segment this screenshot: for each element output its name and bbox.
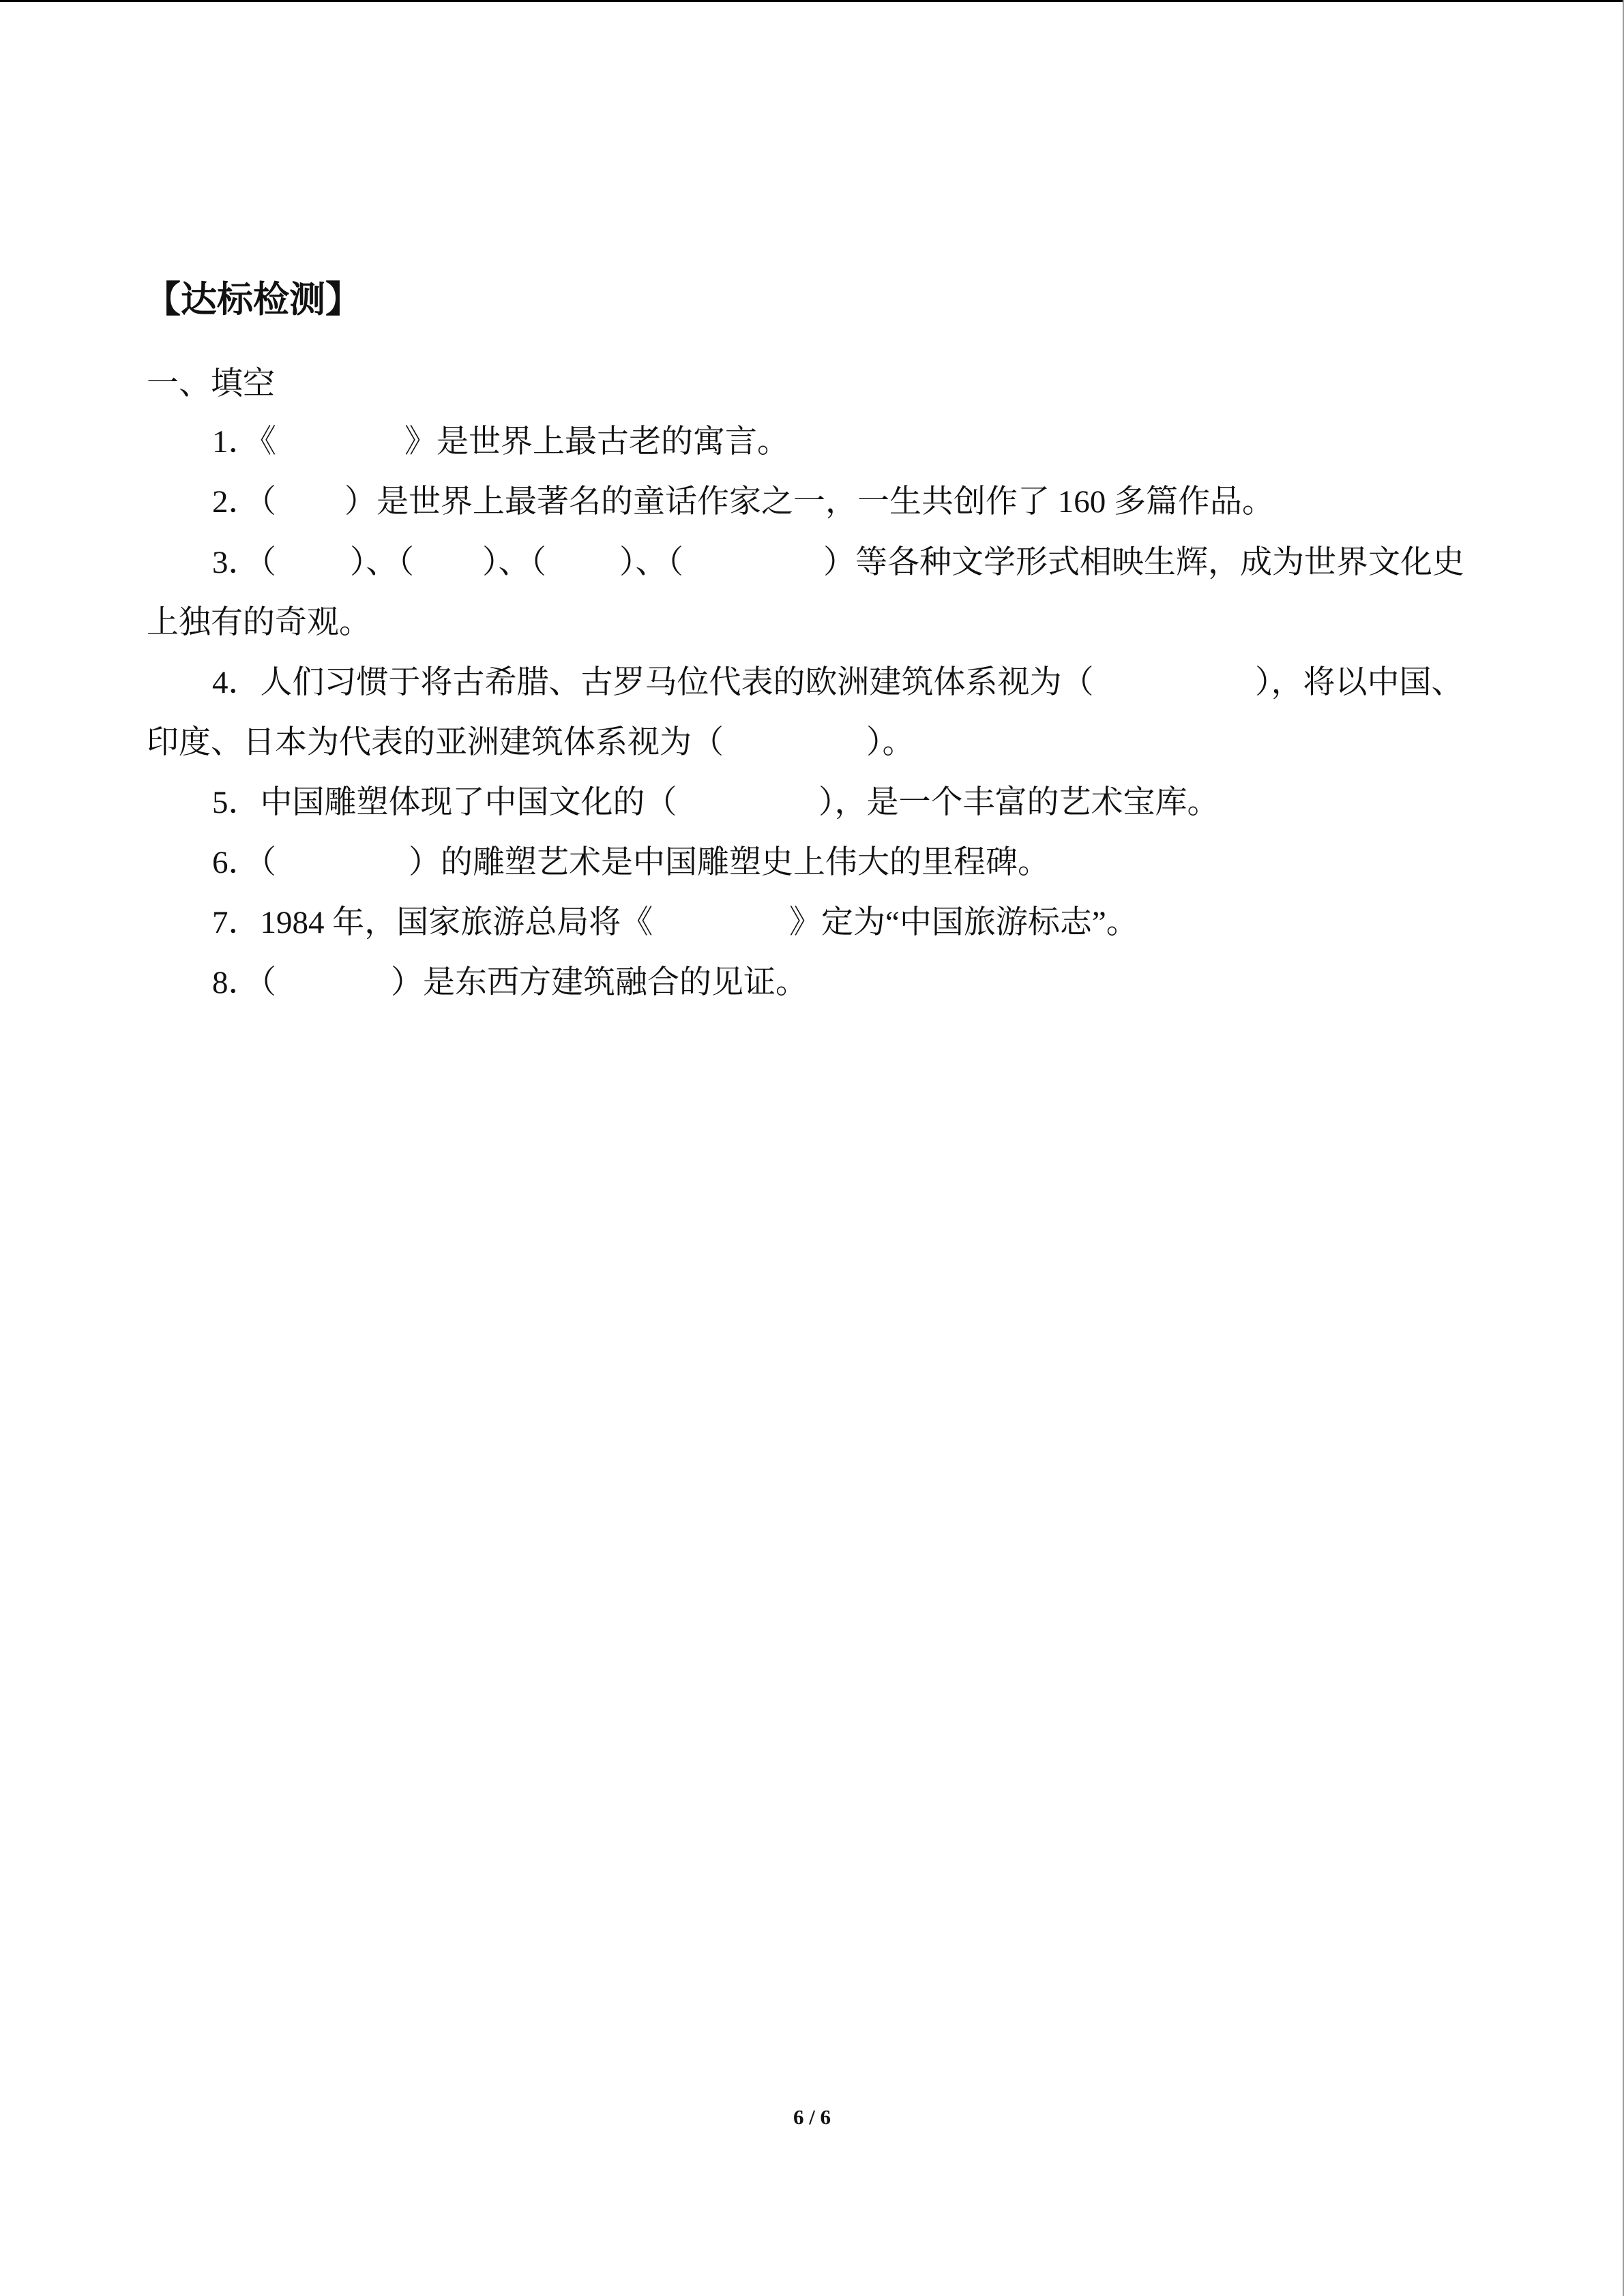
question-6-text-part-2: ）的雕塑艺术是中国雕塑史上伟大的里程碑。 (409, 845, 1050, 880)
question-3-line-1 (0, 542, 1624, 583)
question-3-text-part-3: ）、（ (482, 545, 546, 580)
question-1-text-part-2: 》是世界上最古老的寓言。 (404, 424, 789, 460)
question-2 (0, 481, 1624, 522)
question-1 (0, 421, 1624, 462)
question-2-text-part-1: 2．（ (212, 484, 276, 520)
question-7-text-part-1: 7．1984 年，国家旅游总局将《 (212, 905, 653, 940)
question-3-text-part-5: ）等各种文学形式相映生辉，成为世界文化史 (823, 545, 1464, 580)
part-heading-fill-in-blank: 一、填空 (147, 366, 275, 402)
question-7-text-part-2: 》定为“中国旅游标志”。 (789, 905, 1138, 940)
question-5 (0, 782, 1624, 823)
question-3-continuation: 上独有的奇观。 (147, 605, 371, 640)
question-5-text-part-1: 5．中国雕塑体现了中国文化的（ (212, 785, 677, 820)
question-3-line-2 (0, 602, 1624, 643)
question-4-line-2 (0, 722, 1624, 763)
question-7 (0, 902, 1624, 943)
section-title: 【达标检测】 (145, 279, 361, 320)
question-4-text-part-4: ）。 (866, 725, 915, 760)
question-5-text-part-2: ），是一个丰富的艺术宝库。 (818, 785, 1220, 820)
question-4-text-part-2: ），将以中国、 (1255, 665, 1464, 700)
page-number: 6 / 6 (793, 2105, 831, 2129)
question-4-text-part-3: 印度、日本为代表的亚洲建筑体系视为（ (147, 725, 724, 760)
question-4-line-1 (0, 662, 1624, 703)
question-8-text-part-2: ）是东西方建筑融合的见证。 (391, 965, 808, 1000)
question-2-text-part-2: ）是世界上最著名的童话作家之一，一生共创作了 160 多篇作品。 (344, 484, 1274, 520)
question-3-text-part-2: ）、（ (350, 545, 414, 580)
question-8 (0, 962, 1624, 1003)
page-top-border (0, 0, 1624, 2)
question-6 (0, 842, 1624, 883)
question-3-text-part-1: 3．（ (212, 545, 276, 580)
question-3-text-part-4: ）、（ (619, 545, 683, 580)
question-6-text-part-1: 6．（ (212, 845, 276, 880)
question-4-text-part-1: 4．人们习惯于将古希腊、古罗马位代表的欧洲建筑体系视为（ (212, 665, 1094, 700)
question-8-text-part-1: 8．（ (212, 965, 276, 1000)
question-1-text-part-1: 1．《 (212, 424, 276, 460)
